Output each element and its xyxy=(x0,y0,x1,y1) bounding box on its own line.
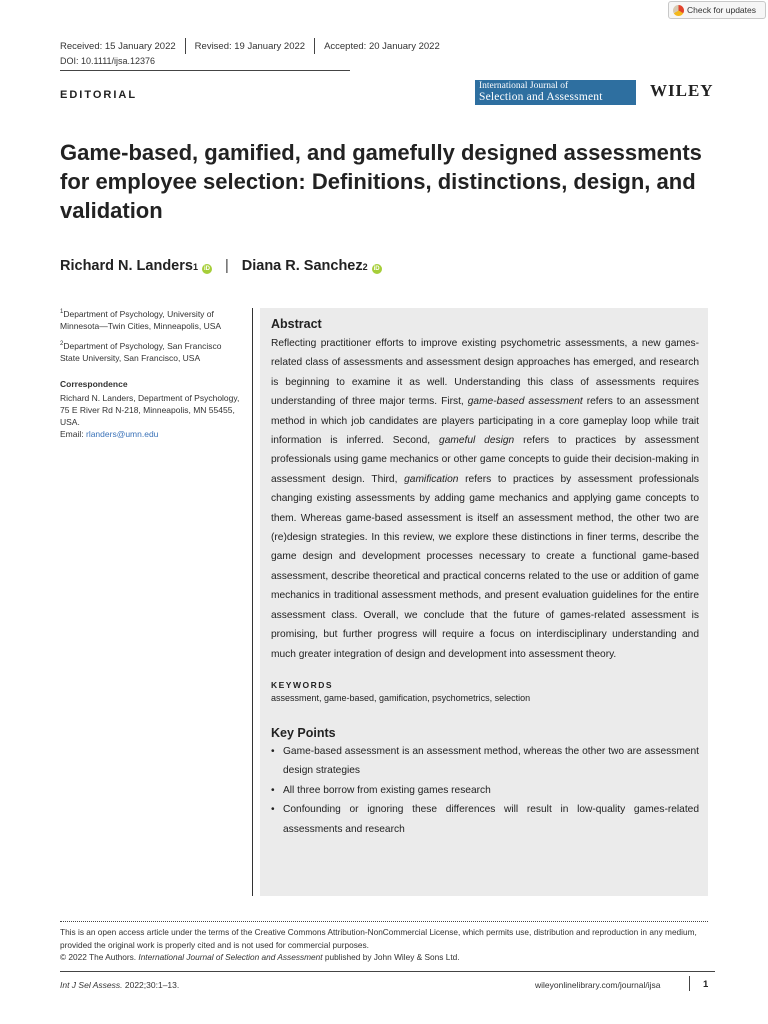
footer-separator xyxy=(689,976,690,991)
abstract-text xyxy=(271,334,699,664)
accepted-date: Accepted: 20 January 2022 xyxy=(324,40,440,52)
article-dates xyxy=(60,38,440,54)
email-link[interactable]: rlanders@umn.edu xyxy=(85,428,159,439)
received-date: Received: 15 January 2022 xyxy=(60,40,176,52)
abstract-segment: refers to practices by assessment professionals changing existing assessments by adding game mechanics and applying game concepts to them. Whereas game-based assessment is itself an assessment method, the other two are (re)design strategies. In this review, we explore these distinctions in finer terms, describe the game design and development processes necessary to create a functional game-based assessment, describe theoretical and practical concerns related to the use or addition of game mechanics in traditional assessment methods, and present evaluation guidelines for the entire assessment class. Overall, we conclude that the future of games-related assessment is promising, but further progress will require a focus on interdisciplinary understanding and much greater integration of design and development into assessment theory. xyxy=(271,473,699,660)
journal-logo xyxy=(475,80,636,105)
abstract-term: gameful design xyxy=(439,435,515,447)
abstract-term: gamification xyxy=(404,473,459,485)
author-separator: | xyxy=(224,258,229,274)
abstract-box xyxy=(260,308,708,896)
license-notice xyxy=(60,926,715,964)
check-for-updates-button[interactable] xyxy=(668,1,766,19)
citation-details: 2022;30:1–13. xyxy=(122,980,180,990)
copyright-journal: International Journal of Selection and Assessment xyxy=(138,952,323,962)
date-divider xyxy=(314,38,315,54)
key-points-heading: Key Points xyxy=(271,725,336,740)
header-divider xyxy=(60,70,350,71)
citation-journal: Int J Sel Assess. xyxy=(60,980,123,990)
affiliation-text: Department of Psychology, San Francisco State University, San Francisco, USA xyxy=(60,340,222,363)
page-number: 1 xyxy=(703,979,709,990)
affiliation-number: 2 xyxy=(60,340,64,347)
key-points-list xyxy=(271,742,699,839)
affiliation xyxy=(60,306,240,332)
correspondence-address: Richard N. Landers, Department of Psychology, 75 E River Rd N-218, Minneapolis, MN 55455, USA. xyxy=(60,392,240,427)
abstract-term: game-based assessment xyxy=(467,396,583,408)
article-title: Game-based, gamified, and gamefully designed assessments for employee selection: Definitions, distinctions, design, and validation xyxy=(60,140,702,223)
copyright-text xyxy=(60,951,715,964)
correspondence-text xyxy=(60,392,240,440)
copyright-prefix: © 2022 The Authors. xyxy=(60,952,139,962)
author-name[interactable]: Richard N. Landers xyxy=(60,258,193,274)
key-point-item: • Confounding or ignoring these differences will result in low-quality games-related assessments and research xyxy=(271,800,699,839)
keywords-heading: KEYWORDS xyxy=(271,679,334,690)
crossmark-icon xyxy=(673,5,684,16)
doi: DOI: 10.1111/ijsa.12376 xyxy=(60,56,156,66)
date-divider xyxy=(185,38,186,54)
author-list xyxy=(60,258,382,274)
author-affiliation-mark: 2 xyxy=(362,262,368,272)
abstract-segment: refers to an assessment method in which job candidates are players participating in a core gameplay loop while trait information is inferred. Second, xyxy=(271,396,699,447)
copyright-suffix: published by John Wiley & Sons Ltd. xyxy=(322,952,460,962)
orcid-icon[interactable]: iD xyxy=(203,266,210,272)
publisher-logo: WILEY xyxy=(650,81,714,100)
affiliations-column xyxy=(60,306,240,446)
column-divider xyxy=(252,308,253,896)
affiliation xyxy=(60,338,240,364)
key-point-item: • All three borrow from existing games research xyxy=(271,781,699,800)
correspondence-heading: Correspondence xyxy=(60,378,128,389)
abstract-segment: refers to practices by assessment professionals using game mechanics or other game concepts to guide their decision-making in assessment design. Third, xyxy=(271,435,699,485)
email-label: Email: xyxy=(60,428,86,439)
abstract-heading: Abstract xyxy=(271,317,322,331)
keywords-list: assessment, game-based, gamification, psychometrics, selection xyxy=(271,692,531,703)
section-label: EDITORIAL xyxy=(60,89,138,101)
affiliation-number: 1 xyxy=(60,309,64,315)
journal-logo-line1: International Journal of xyxy=(479,81,569,91)
citation xyxy=(60,980,179,990)
abstract-segment: Reflecting practitioner efforts to improve existing psychometric assessments, a new games-related class of assessments and assessment design approaches has emerged, and research is beginning to examine it as well. Understanding this class of assessments requires understanding of three major terms. First, xyxy=(271,338,699,408)
orcid-icon[interactable]: iD xyxy=(373,266,380,272)
journal-url[interactable]: wileyonlinelibrary.com/journal/ijsa xyxy=(535,980,661,990)
revised-date: Revised: 19 January 2022 xyxy=(194,40,306,52)
key-point-item: • Game-based assessment is an assessment method, whereas the other two are assessment design strategies xyxy=(271,742,699,781)
check-for-updates-label: Check for updates xyxy=(687,5,756,15)
author-affiliation-mark: 1 xyxy=(192,262,198,272)
license-text: This is an open access article under the terms of the Creative Commons Attribution-NonCommercial License, which permits use, distribution and reproduction in any medium, provided the original work is properly cited and is not used for commercial purposes. xyxy=(60,927,697,950)
author-name[interactable]: Diana R. Sanchez xyxy=(241,258,363,274)
journal-logo-line2: Selection and Assessment xyxy=(479,91,603,103)
affiliation-text: Department of Psychology, University of Minnesota—Twin Cities, Minneapolis, USA xyxy=(60,308,222,331)
footer-divider xyxy=(60,921,708,922)
footer-rule xyxy=(60,971,715,972)
